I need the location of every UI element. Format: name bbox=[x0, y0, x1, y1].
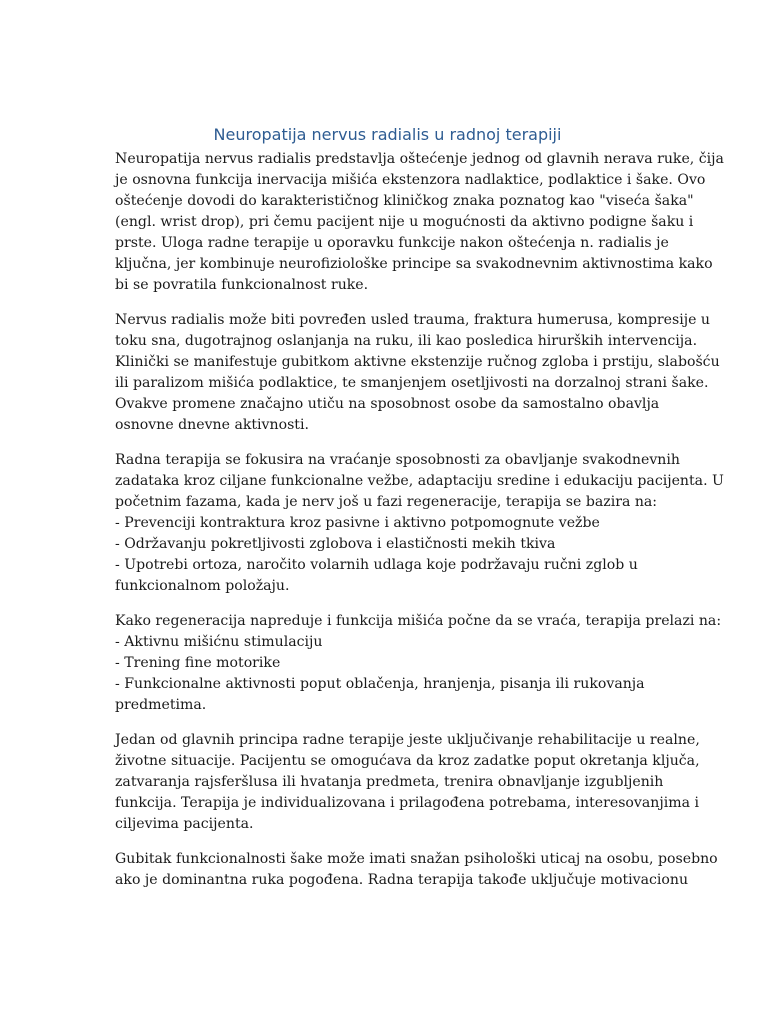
paragraph-2 bbox=[115, 310, 720, 436]
list-item: - Prevenciji kontraktura kroz pasivne i aktivno potpomognute vežbe bbox=[115, 515, 600, 531]
text-line: ili paralizom mišića podlaktice, te smanjenjem osetljivosti na dorzalnoj strani šake. bbox=[115, 375, 709, 391]
paragraph-3 bbox=[115, 450, 724, 597]
text-line: predmetima. bbox=[115, 697, 207, 713]
text-line: toku sna, dugotrajnog oslanjanja na ruku, ili kao posledica hirurških intervencija. bbox=[115, 333, 698, 349]
list-item: - Trening fine motorike bbox=[115, 655, 281, 671]
text-line: funkcija. Terapija je individualizovana i prilagođena potrebama, interesovanjima i bbox=[115, 795, 699, 811]
text-line: početnim fazama, kada je nerv još u fazi regeneracije, terapija se bazira na: bbox=[115, 494, 658, 510]
paragraph-1 bbox=[115, 149, 724, 296]
paragraph-5 bbox=[115, 730, 700, 835]
text-line: Kako regeneracija napreduje i funkcija mišića počne da se vraća, terapija prelazi na: bbox=[115, 613, 722, 629]
text-line: ključna, jer kombinuje neurofiziološke principe sa svakodnevnim aktivnostima kako bbox=[115, 256, 713, 272]
text-line: Ovakve promene značajno utiču na sposobnost osobe da samostalno obavlja bbox=[115, 396, 660, 412]
text-line: ciljevima pacijenta. bbox=[115, 816, 254, 832]
text-line: (engl. wrist drop), pri čemu pacijent nije u mogućnosti da aktivno podigne šaku i bbox=[115, 214, 694, 230]
paragraph-6 bbox=[115, 849, 718, 891]
text-line: je osnovna funkcija inervacija mišića ekstenzora nadlaktice, podlaktice i šake. Ovo bbox=[115, 172, 706, 188]
text-line: bi se povratila funkcionalnost ruke. bbox=[115, 277, 369, 293]
text-line: Neuropatija nervus radialis predstavlja oštećenje jednog od glavnih nerava ruke, čija bbox=[115, 151, 724, 167]
list-item: - Aktivnu mišićnu stimulaciju bbox=[115, 634, 323, 650]
text-line: zadataka kroz ciljane funkcionalne vežbe, adaptaciju sredine i edukaciju pacijenta. U bbox=[115, 473, 724, 489]
text-line: životne situacije. Pacijentu se omogućava da kroz zadatke poput okretanja ključa, bbox=[115, 753, 700, 769]
text-line: Radna terapija se fokusira na vraćanje sposobnosti za obavljanje svakodnevnih bbox=[115, 452, 680, 468]
text-line: Nervus radialis može biti povređen usled trauma, fraktura humerusa, kompresije u bbox=[115, 312, 710, 328]
list-item: - Upotrebi ortoza, naročito volarnih udlaga koje podržavaju ručni zglob u bbox=[115, 557, 638, 573]
text-line: Klinički se manifestuje gubitkom aktivne ekstenzije ručnog zgloba i prstiju, slabošću bbox=[115, 354, 720, 370]
paragraph-4 bbox=[115, 611, 722, 716]
document-title: Neuropatija nervus radialis u radnoj terapiji bbox=[213, 125, 562, 144]
text-line: osnovne dnevne aktivnosti. bbox=[115, 417, 309, 433]
text-line: oštećenje dovodi do karakterističnog kliničkog znaka poznatog kao "viseća šaka" bbox=[115, 193, 694, 209]
text-line: ako je dominantna ruka pogođena. Radna terapija takođe uključuje motivacionu bbox=[115, 872, 689, 888]
document-body bbox=[115, 124, 724, 905]
list-item: - Funkcionalne aktivnosti poput oblačenja, hranjenja, pisanja ili rukovanja bbox=[115, 676, 645, 692]
text-line: zatvaranja rajsferšlusa ili hvatanja predmeta, trenira obnavljanje izgubljenih bbox=[115, 774, 664, 790]
text-line: prste. Uloga radne terapije u oporavku funkcije nakon oštećenja n. radialis je bbox=[115, 235, 669, 251]
text-line: Gubitak funkcionalnosti šake može imati snažan psihološki uticaj na osobu, posebno bbox=[115, 851, 718, 867]
text-line: funkcionalnom položaju. bbox=[115, 578, 290, 594]
list-item: - Održavanju pokretljivosti zglobova i elastičnosti mekih tkiva bbox=[115, 536, 556, 552]
text-line: Jedan od glavnih principa radne terapije jeste uključivanje rehabilitacije u realne, bbox=[115, 732, 700, 748]
